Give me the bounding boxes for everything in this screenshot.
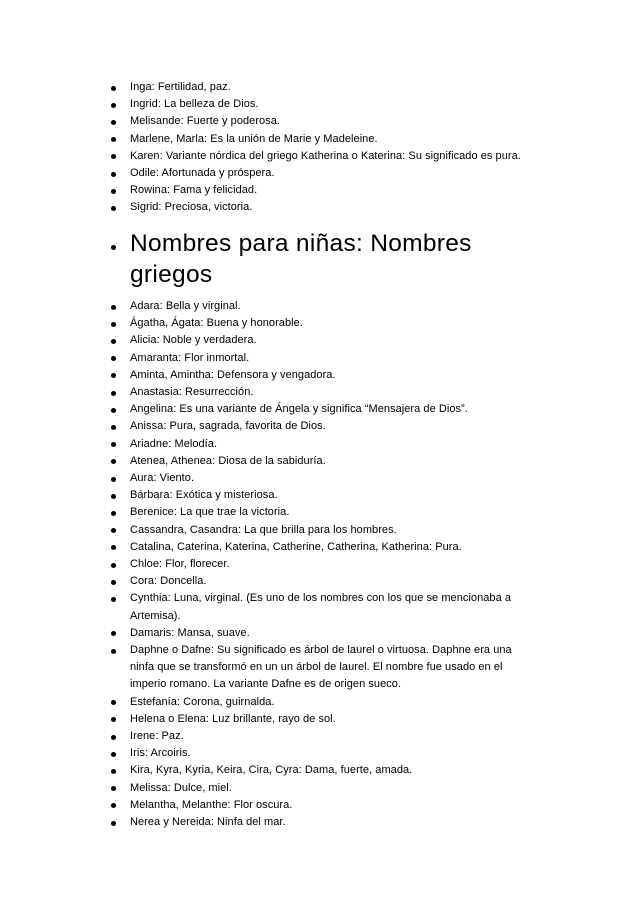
list-item-text: Amaranta: Flor inmortal. [130,351,250,364]
bullet-icon [111,137,116,142]
bullet-icon [111,735,116,740]
list-item-text: Karen: Variante nórdica del griego Katherina o Katerina: Su significado es pura. [130,149,521,162]
section-heading [0,228,638,290]
list-item-text: Catalina, Caterina, Katerina, Catherine, Catherina, Katherina: Pura. [130,540,462,553]
list-item-text: Alicia: Noble y verdadera. [130,334,257,347]
list-item-text: Cynthia: Luna, virginal. (Es uno de los nombres con los que se mencionaba a Artemisa). [130,592,512,622]
list-item [0,401,638,418]
bullet-icon [111,408,116,413]
list-item [0,350,638,367]
list-item [0,367,638,384]
bullet-icon [111,425,116,430]
list-item [0,436,638,453]
list-item-text: Odile: Afortunada y próspera. [130,167,275,180]
list-item [0,470,638,487]
bullet-icon [111,563,116,568]
list-item [0,745,638,762]
list-item [0,762,638,779]
list-item [0,814,638,831]
list-item [0,625,638,642]
list-item [0,148,638,165]
list-item [0,418,638,435]
list-item-text: Melantha, Melanthe: Flor oscura. [130,798,293,811]
list-item [0,728,638,745]
list-item-text: Anissa: Pura, sagrada, favorita de Dios. [130,420,326,433]
section-heading-text: Nombres para niñas: Nombres griegos [130,230,472,288]
list-item-text: Bárbara: Exótica y misteriosa. [130,489,278,502]
bullet-icon [111,752,116,757]
list-item-text: Melissa: Dulce, miel. [130,781,232,794]
bullet-icon [111,786,116,791]
list-item-text: Sigrid: Preciosa, victoria. [130,201,253,214]
list-item [0,522,638,539]
bullet-icon [111,305,116,310]
list-item-text: Iris: Arcoiris. [130,747,191,760]
bullet-icon [111,597,116,602]
bullet-icon [111,700,116,705]
list-item [0,332,638,349]
bullet-icon [111,339,116,344]
list-item-text: Chloe: Flor, florecer. [130,558,230,571]
list-item [0,711,638,728]
bullet-icon [111,442,116,447]
list-item [0,199,638,216]
bullet-icon [111,172,116,177]
list-item-text: Irene: Paz. [130,730,184,743]
list-item-text: Daphne o Dafne: Su significado es árbol de laurel o virtuosa. Daphne era una ninfa que se transformó en un un árbol de laurel. El nombre fue usado en el imperio romano. La variante Dafne es de origen sueco. [130,644,512,691]
bullet-icon [111,103,116,108]
bullet-icon [111,322,116,327]
list-item [0,79,638,96]
list-item [0,780,638,797]
names-list-general [0,79,638,217]
list-item [0,315,638,332]
list-item [0,182,638,199]
list-item-text: Melisande: Fuerte y poderosa. [130,115,281,128]
list-item [0,642,638,694]
list-item-text: Estefanía: Corona, guirnalda. [130,695,275,708]
list-item [0,384,638,401]
list-item-text: Kira, Kyra, Kyria, Keira, Cira, Cyra: Dama, fuerte, amada. [130,764,413,777]
list-item-text: Rowina: Fama y felicidad. [130,184,258,197]
list-item [0,165,638,182]
bullet-icon [111,356,116,361]
bullet-icon [111,494,116,499]
bullet-icon [111,803,116,808]
list-item [0,556,638,573]
bullet-icon [111,631,116,636]
bullet-icon [111,459,116,464]
list-item [0,539,638,556]
bullet-icon [111,391,116,396]
list-item-text: Adara: Bella y virginal. [130,300,241,312]
bullet-icon [111,373,116,378]
list-item-text: Helena o Elena: Luz brillante, rayo de sol. [130,712,336,725]
list-item-text: Ágatha, Ágata: Buena y honorable. [130,317,303,330]
list-item [0,131,638,148]
list-item-text: Anastasia: Resurrección. [130,386,254,399]
list-item-text: Cora: Doncella. [130,575,207,588]
list-item-text: Berenice: La que trae la victoria. [130,506,290,519]
list-item-text: Aura: Viento. [130,472,195,485]
list-item-text: Inga: Fertilidad, paz. [130,81,231,93]
bullet-icon [111,154,116,159]
names-list-greek [0,298,638,831]
list-item-text: Marlene, Marla: Es la unión de Marie y Madeleine. [130,132,378,145]
bullet-icon [111,245,116,250]
list-item [0,573,638,590]
bullet-icon [111,545,116,550]
list-item [0,590,638,624]
list-item-text: Ariadne: Melodía. [130,437,218,450]
bullet-icon [111,717,116,722]
list-item-text: Aminta, Amintha: Defensora y vengadora. [130,368,336,381]
list-item-text: Atenea, Athenea: Diosa de la sabiduría. [130,454,326,467]
bullet-icon [111,821,116,826]
list-item [0,797,638,814]
list-item [0,96,638,113]
list-item [0,453,638,470]
bullet-icon [111,477,116,482]
bullet-icon [111,769,116,774]
list-item-text: Nerea y Nereida: Ninfa del mar. [130,816,286,829]
bullet-icon [111,528,116,533]
bullet-icon [111,511,116,516]
list-item [0,298,638,315]
bullet-icon [111,86,116,91]
list-item [0,113,638,130]
bullet-icon [111,206,116,211]
list-item-text: Damaris: Mansa, suave. [130,626,250,639]
bullet-icon [111,189,116,194]
bullet-icon [111,580,116,585]
bullet-icon [111,120,116,125]
list-item [0,504,638,521]
list-item [0,694,638,711]
list-item-text: Ingrid: La belleza de Dios. [130,98,259,111]
list-item [0,487,638,504]
bullet-icon [111,649,116,654]
list-item-text: Angelina: Es una variante de Ángela y significa “Mensajera de Dios”. [130,403,468,416]
list-item-text: Cassandra, Casandra: La que brilla para los hombres. [130,523,397,536]
